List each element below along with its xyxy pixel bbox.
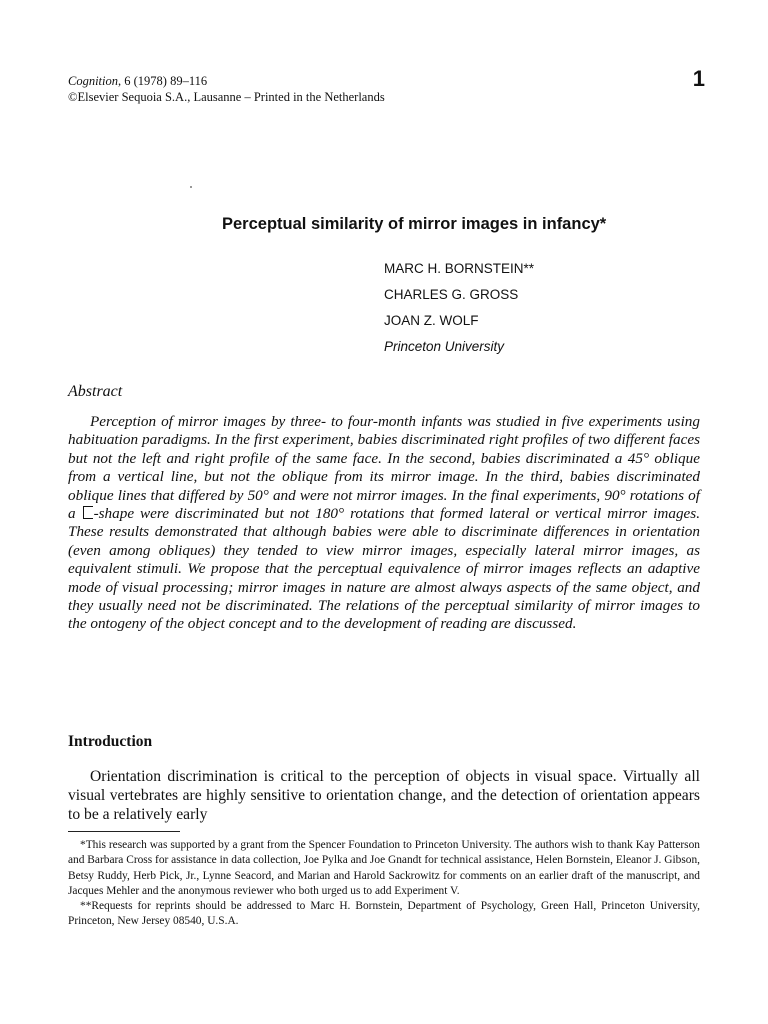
article-title: Perceptual similarity of mirror images in infancy* [222, 215, 607, 233]
author-name: JOAN Z. WOLF [384, 313, 479, 328]
author-affiliation: Princeton University [384, 339, 505, 354]
journal-name: Cognition [68, 74, 119, 88]
introduction-text: Orientation discrimination is critical to the perception of objects in visual space. Virtually all visual vertebrates are highly sensitive to orientation change, and the detection of orientation appears to be a relatively early [68, 768, 700, 823]
footnote-reprints: **Requests for reprints should be addressed to Marc H. Bornstein, Department of Psychology, Green Hall, Princeton University, Princeton, New Jersey 08540, U.S.A. [68, 900, 700, 928]
abstract-text [68, 413, 700, 634]
abstract-text-part-2: -shape were discriminated but not 180° rotations that formed lateral or vertical mirror images. These results demonstrated that although babies were able to discriminate differences in orientation (even among obliques) they tended to view mirror images, especially lateral mirror images, as equivalent stimuli. We propose that the perceptual equivalence of mirror images reflects an adaptive mode of visual processing; mirror images in nature are almost always aspects of the same object, and they usually need not be discriminated. The relations of the perceptual similarity of mirror images to the ontogeny of the object concept and to the development of reading are discussed. [68, 505, 701, 633]
stray-mark [190, 186, 192, 188]
footnote-funding: *This research was supported by a grant from the Spencer Foundation to Princeton University. The authors wish to thank Kay Patterson and Barbara Cross for assistance in data collection, Joe Pylka and Joe Gnandt for technical assistance, Helen Bornstein, Eleanor J. Gibson, Betsy Ruddy, Herb Pick, Jr., Lynne Seacord, and Marian and Harold Sackrowitz for comments on an earlier draft of the manuscript, and Jacques Mehler and the anonymous reviewer who both urged us to add Experiment V. [68, 839, 700, 897]
author-name: CHARLES G. GROSS [384, 287, 519, 302]
journal-volume-pages: , 6 (1978) 89–116 [118, 74, 208, 88]
copyright-line: ©Elsevier Sequoia S.A., Lausanne – Printed in the Netherlands [68, 90, 385, 104]
footnote-divider [68, 831, 180, 832]
introduction-heading: Introduction [68, 733, 153, 750]
journal-header [68, 73, 385, 105]
journal-citation-line [68, 73, 385, 89]
page-number: 1 [692, 66, 705, 91]
author-block [384, 259, 534, 363]
footnotes [68, 838, 700, 930]
abstract-heading: Abstract [68, 383, 123, 400]
author-name: MARC H. BORNSTEIN** [384, 261, 535, 276]
bracket-shape-icon [83, 506, 93, 519]
abstract-text-part-1: Perception of mirror images by three- to four-month infants was studied in five experiments using habituation paradigms. In the first experiment, babies discriminated right profiles of two different faces but not the left and right profile of the same face. In the second, babies discriminated a 45° oblique from a vertical line, but not the oblique from its mirror image. In the third, babies discriminated oblique lines that differed by 50° and were not mirror images. In the final experiments, 90° rotations of a [68, 413, 700, 523]
